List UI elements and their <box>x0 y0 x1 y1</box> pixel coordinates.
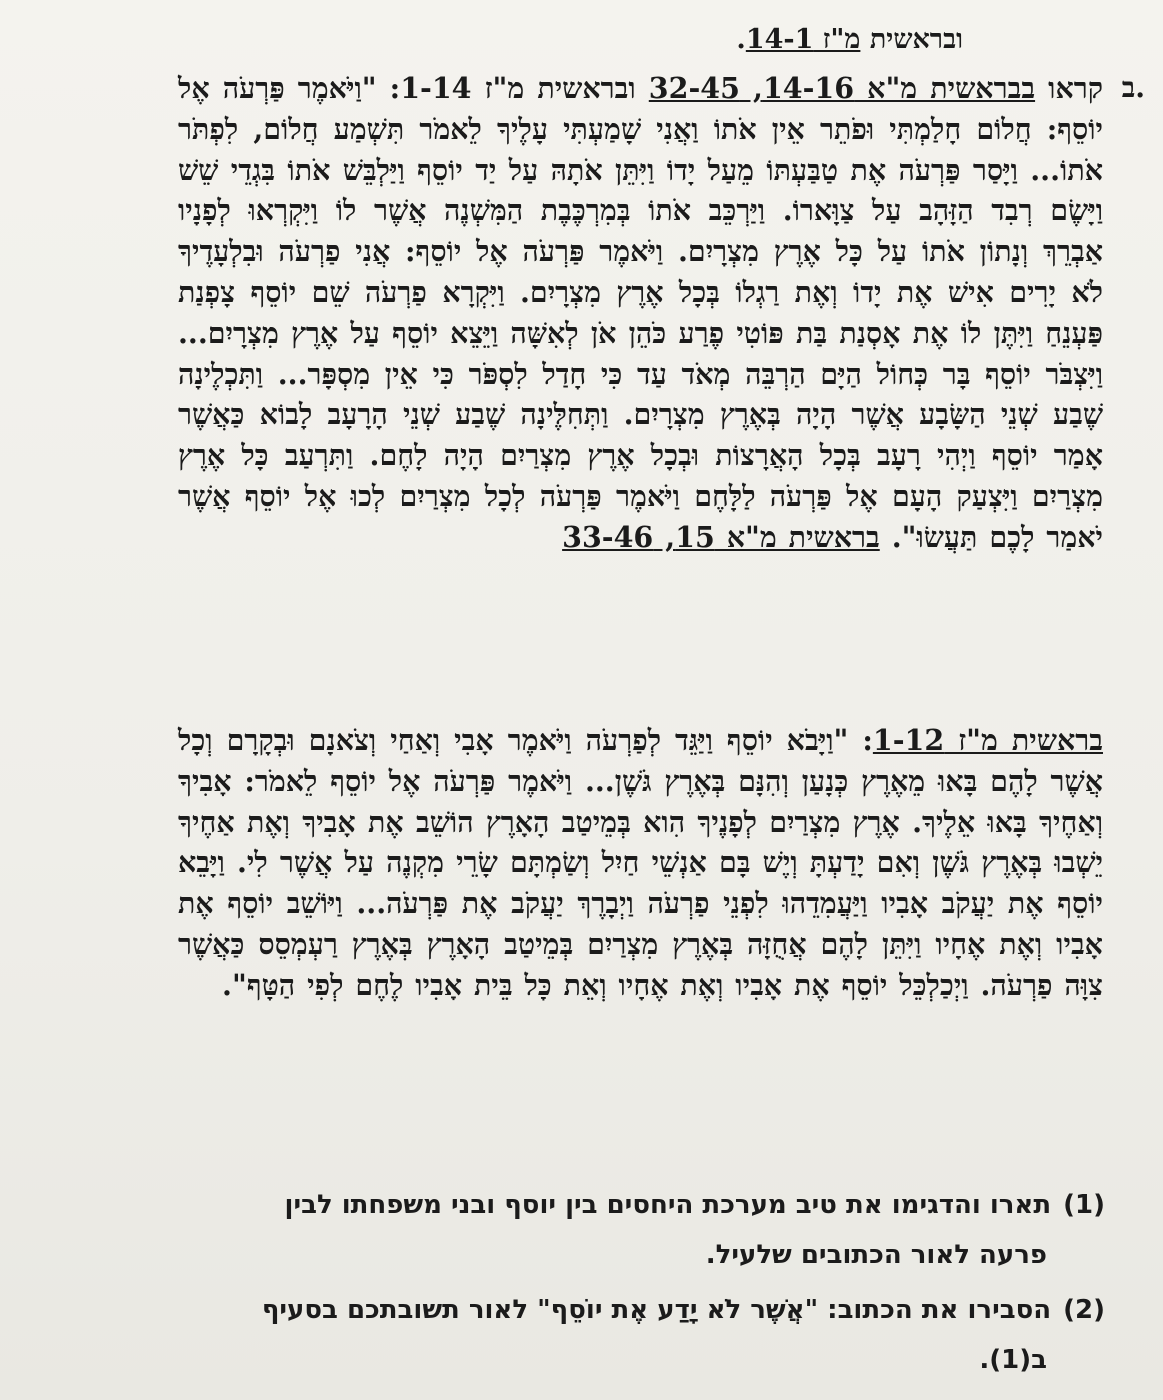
question-text-cont: ב(1). <box>979 1345 1047 1375</box>
header-ref: מ"ז 14-1 <box>745 24 861 55</box>
question-text: הסבירו את הכתוב: "אֲשֶׁר לֹא יָדַע אֶת יוֹסֵף" לאור תשובתכם בסעיף <box>261 1295 1052 1325</box>
question-number: (1) <box>1063 1190 1105 1220</box>
header-prefix: ובראשית <box>869 24 963 55</box>
question-text-cont: פרעה לאור הכתובים שלעיל. <box>705 1240 1047 1270</box>
biblical-passage-2 <box>178 720 1103 1006</box>
question-text: תארו והדגימו את טיב מערכת היחסים בין יוסף ובני משפחתו לבין <box>284 1190 1052 1220</box>
passage-text-2: : "וַיָּבֹא יוֹסֵף וַיַּגֵּד לְפַרְעֹה וַיֹּאמֶר אָבִי וְאַחַי וְצֹאנָם וּבְקָרָם וְכָל אֲשֶׁר לָהֶם בָּאוּ מֵאֶרֶץ כְּנָעַן וְהִנָּם בְּאֶרֶץ גֹּשֶׁן... וַיֹּאמֶר פַּרְעֹה אֶל יוֹסֵף לֵאמֹר: אָבִיךָ וְאַחֶיךָ בָּאוּ אֵלֶיךָ. אֶרֶץ מִצְרַיִם לְפָנֶיךָ הִוא בְּמֵיטַב הָאָרֶץ הוֹשֵׁב אֶת אָבִיךָ וְאֶת אַחֶיךָ יֵשְׁבוּ בְּאֶרֶץ גֹּשֶׁן וְאִם יָדַעְתָּ וְיֶשׁ בָּם אַנְשֵׁי חַיִל וְשַׂמְתָּם שָׂרֵי מִקְנֶה עַל אֲשֶׁר לִי. וַיָּבֵא יוֹסֵף אֶת יַעֲקֹב אָבִיו וַיַּעֲמִדֵהוּ לִפְנֵי פַרְעֹה וַיְבָרֶךְ יַעֲקֹב אֶת פַּרְעֹה... וַיּוֹשֵׁב יוֹסֵף אֶת אָבִיו וְאֶת אֶחָיו וַיִּתֵּן לָהֶם אֲחֻזָּה בְּאֶרֶץ מִצְרַיִם בְּמֵיטַב הָאָרֶץ בְּאֶרֶץ רַעְמְסֵס כַּאֲשֶׁר צִוָּה פַרְעֹה. וַיְכַלְכֵּל יוֹסֵף אֶת אָבִיו וְאֶת אֶחָיו וְאֵת כָּל בֵּית אָבִיו לֶחֶם לְפִי הַטָּף". <box>178 723 1103 1002</box>
header-end: . <box>736 24 746 55</box>
passage-ref-3: בראשית מ"ז 1-12 <box>872 723 1103 757</box>
question-number: (2) <box>1063 1295 1105 1325</box>
item-label: ב. <box>1121 71 1145 104</box>
question-2 <box>150 1285 1105 1385</box>
passage-ref-2: בראשית מ"א 15, 33-46 <box>562 519 880 554</box>
reference-header <box>0 20 963 60</box>
passage-ref-1: בבראשית מ"א 14-16, 32-45 <box>648 71 1036 105</box>
question-1 <box>150 1180 1105 1280</box>
passage-intro: קראו <box>1048 71 1103 105</box>
biblical-passage-1 <box>178 68 1103 558</box>
passage-text-1: ובראשית מ"ז 1-14: "וַיֹּאמֶר פַּרְעֹה אֶל יוֹסֵף: חֲלוֹם חָלַמְתִּי וּפֹתֵר אֵין אֹתוֹ וַאֲנִי שָׁמַעְתִּי עָלֶיךָ לֵאמֹר תִּשְׁמַע חֲלוֹם, לִפְתֹּר אֹתוֹ... וַיָּסַר פַּרְעֹה אֶת טַבַּעְתּוֹ מֵעַל יָדוֹ וַיִּתֵּן אֹתָהּ עַל יַד יוֹסֵף וַיַּלְבֵּשׁ אֹתוֹ בִּגְדֵי שֵׁשׁ וַיָּשֶׂם רְבִד הַזָּהָב עַל צַוָּארוֹ. וַיַּרְכֵּב אֹתוֹ בְּמִרְכֶּבֶת הַמִּשְׁנֶה אֲשֶׁר לוֹ וַיִּקְרְאוּ לְפָנָיו אַבְרֵךְ וְנָתוֹן אֹתוֹ עַל כָּל אֶרֶץ מִצְרָיִם. וַיֹּאמֶר פַּרְעֹה אֶל יוֹסֵף: אֲנִי פַרְעֹה וּבִלְעָדֶיךָ לֹא יָרִים אִישׁ אֶת יָדוֹ וְאֶת רַגְלוֹ בְּכָל אֶרֶץ מִצְרָיִם. וַיִּקְרָא פַרְעֹה שֵׁם יוֹסֵף צָפְנַת פַּעְנֵחַ וַיִּתֶּן לוֹ אֶת אָסְנַת בַּת פּוֹטִי פֶרַע כֹּהֵן אֹן לְאִשָּׁה וַיֵּצֵא יוֹסֵף עַל אֶרֶץ מִצְרָיִם... וַיִּצְבֹּר יוֹסֵף בָּר כְּחוֹל הַיָּם הַרְבֵּה מְאֹד עַד כִּי חָדַל לִסְפֹּר כִּי אֵין מִסְפָּר... וַתִּכְלֶינָה שֶׁבַע שְׁנֵי הַשָּׂבָע אֲשֶׁר הָיָה בְּאֶרֶץ מִצְרָיִם. וַתְּחִלֶּינָה שֶׁבַע שְׁנֵי הָרָעָב לָבוֹא כַּאֲשֶׁר אָמַר יוֹסֵף וַיְהִי רָעָב בְּכָל הָאֲרָצוֹת וּבְכָל אֶרֶץ מִצְרַיִם הָיָה לָחֶם. וַתִּרְעַב כָּל אֶרֶץ מִצְרַיִם וַיִּצְעַק הָעָם אֶל פַּרְעֹה לַלָּחֶם וַיֹּאמֶר פַּרְעֹה לְכָל מִצְרַיִם לְכוּ אֶל יוֹסֵף אֲשֶׁר יֹאמַר לָכֶם תַּעֲשׂוּ". <box>178 71 1103 554</box>
